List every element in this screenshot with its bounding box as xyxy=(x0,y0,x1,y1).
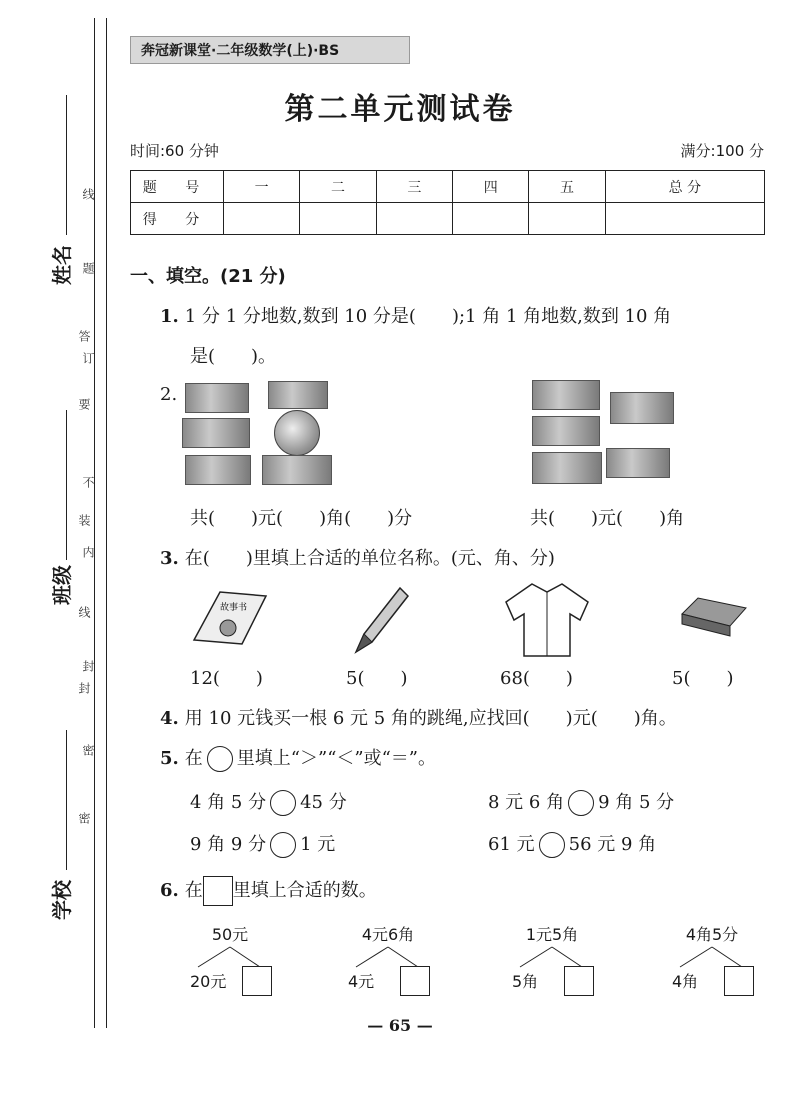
score-input-cell[interactable] xyxy=(376,203,452,235)
eraser-image xyxy=(678,592,750,644)
score-table-cell: 三 xyxy=(376,171,452,203)
tree-left: 5角 xyxy=(512,972,539,991)
seal-character: 订 xyxy=(81,352,95,364)
score-table-cell: 四 xyxy=(453,171,529,203)
question-number: 4. xyxy=(160,708,179,729)
tree-left: 4角 xyxy=(672,972,699,991)
banknote-image xyxy=(185,455,251,485)
q3-item-pencil: 5( ) xyxy=(346,668,408,689)
question-6 xyxy=(160,876,377,906)
decomposition-tree xyxy=(190,922,280,992)
compare-left: 8 元 6 角 xyxy=(488,792,565,813)
question-3 xyxy=(160,544,555,570)
q3-item-shirt: 68( ) xyxy=(500,668,573,689)
score-table xyxy=(130,170,765,235)
compare-circle[interactable] xyxy=(568,790,594,816)
seal-character: 装 xyxy=(77,514,91,526)
name-label: 姓名 xyxy=(50,245,74,285)
banknote-image xyxy=(610,392,674,424)
q3-item-eraser: 5( ) xyxy=(672,668,734,689)
compare-right: 56 元 9 角 xyxy=(568,834,657,855)
book-title: 故事书 xyxy=(220,603,248,613)
decomposition-tree xyxy=(672,922,762,992)
tree-top: 50元 xyxy=(211,925,249,944)
q3-text: 在( )里填上合适的单位名称。(元、角、分) xyxy=(184,548,555,569)
class-underline xyxy=(66,410,67,560)
q6-text-b: 里填上合适的数。 xyxy=(232,880,377,901)
score-table-cell: 五 xyxy=(529,171,605,203)
score-table-header-row xyxy=(131,171,765,203)
score-table-score-row xyxy=(131,203,765,235)
score-table-cell: 二 xyxy=(300,171,376,203)
question-number: 2. xyxy=(160,384,178,405)
tree-top: 4角5分 xyxy=(685,925,739,944)
banknote-image xyxy=(532,380,600,410)
answer-box[interactable] xyxy=(242,966,272,996)
decomposition-tree xyxy=(348,922,438,992)
answer-box[interactable] xyxy=(564,966,594,996)
question-number: 6. xyxy=(160,880,179,901)
coin-image xyxy=(274,410,320,456)
series-band: 奔冠新课堂·二年级数学(上)·BS xyxy=(130,36,410,64)
banknote-image xyxy=(262,455,332,485)
seal-character: 封 xyxy=(81,660,95,672)
score-input-cell[interactable] xyxy=(300,203,376,235)
q2-left-answer: 共( )元( )角( )分 xyxy=(190,508,413,529)
banknote-image xyxy=(532,452,602,484)
seal-character: 题 xyxy=(81,262,95,274)
question-number: 5. xyxy=(160,748,179,769)
score-row-label: 得 分 xyxy=(131,203,224,235)
q6-text-a: 在 xyxy=(184,880,203,901)
binding-line-1 xyxy=(94,18,95,1028)
compare-item xyxy=(190,830,335,858)
banknote-image xyxy=(606,448,670,478)
q4-text: 用 10 元钱买一根 6 元 5 角的跳绳,应找回( )元( )角。 xyxy=(184,708,677,729)
score-input-cell[interactable] xyxy=(453,203,529,235)
question-4 xyxy=(160,704,677,730)
compare-right: 45 分 xyxy=(300,792,347,813)
banknote-image xyxy=(532,416,600,446)
pencil-image xyxy=(350,582,410,658)
seal-character: 线 xyxy=(81,188,95,200)
time-limit: 时间:60 分钟 xyxy=(130,142,219,160)
circle-blank xyxy=(207,746,233,772)
pencil-icon xyxy=(350,582,410,654)
compare-left: 4 角 5 分 xyxy=(190,792,267,813)
score-table-cell: 题 号 xyxy=(131,171,224,203)
full-score: 满分:100 分 xyxy=(680,142,764,160)
score-input-cell[interactable] xyxy=(224,203,300,235)
answer-box[interactable] xyxy=(724,966,754,996)
tree-left: 4元 xyxy=(348,972,375,991)
compare-circle[interactable] xyxy=(270,790,296,816)
banknote-image xyxy=(185,383,249,413)
school-underline xyxy=(66,730,67,870)
seal-character: 密 xyxy=(81,744,95,756)
compare-left: 61 元 xyxy=(488,834,535,855)
q5-text-a: 在 xyxy=(184,748,203,769)
seal-character: 不 xyxy=(81,476,95,488)
q3-item-book: 12( ) xyxy=(190,668,263,689)
compare-item xyxy=(190,788,347,816)
tree-top: 4元6角 xyxy=(361,925,415,944)
binding-line-2 xyxy=(106,18,107,1028)
compare-right: 1 元 xyxy=(300,834,336,855)
q1-line2: 是( )。 xyxy=(190,346,277,367)
score-input-cell[interactable] xyxy=(529,203,605,235)
shirt-image xyxy=(502,580,592,662)
seal-character: 答 xyxy=(77,330,91,342)
question-1 xyxy=(160,302,671,328)
shirt-icon xyxy=(502,580,592,658)
score-table-cell: 一 xyxy=(224,171,300,203)
compare-left: 9 角 9 分 xyxy=(190,834,267,855)
score-input-cell[interactable] xyxy=(605,203,764,235)
seal-character: 线 xyxy=(77,606,91,618)
tree-left: 20元 xyxy=(190,972,227,991)
seal-character: 密 xyxy=(77,812,91,824)
seal-character: 封 xyxy=(77,682,91,694)
compare-item xyxy=(488,830,656,858)
seal-character: 内 xyxy=(81,546,95,558)
question-5 xyxy=(160,744,436,772)
decomposition-tree xyxy=(512,922,602,992)
q1-line1: 1 分 1 分地数,数到 10 分是( );1 角 1 角地数,数到 10 角 xyxy=(184,306,672,327)
compare-right: 9 角 5 分 xyxy=(598,792,675,813)
section-heading: 一、填空。(21 分) xyxy=(130,266,286,287)
square-blank xyxy=(203,876,233,906)
q2-right-answer: 共( )元( )角 xyxy=(530,508,685,529)
question-number: 3. xyxy=(160,548,179,569)
page-number: — 65 — xyxy=(367,1016,433,1035)
eraser-icon xyxy=(678,592,750,640)
compare-circle[interactable] xyxy=(539,832,565,858)
page-title: 第二单元测试卷 xyxy=(284,92,516,127)
seal-character: 要 xyxy=(77,398,91,410)
answer-box[interactable] xyxy=(400,966,430,996)
book-icon xyxy=(190,588,270,648)
tree-top: 1元5角 xyxy=(525,925,579,944)
compare-item xyxy=(488,788,674,816)
compare-circle[interactable] xyxy=(270,832,296,858)
banknote-image xyxy=(182,418,250,448)
class-label: 班级 xyxy=(50,565,74,605)
score-table-cell: 总 分 xyxy=(605,171,764,203)
storybook-image xyxy=(190,588,270,652)
question-number: 1. xyxy=(160,306,179,327)
school-label: 学校 xyxy=(50,880,74,920)
q5-text-b: 里填上“＞”“＜”或“＝”。 xyxy=(236,748,437,769)
banknote-image xyxy=(268,381,328,409)
